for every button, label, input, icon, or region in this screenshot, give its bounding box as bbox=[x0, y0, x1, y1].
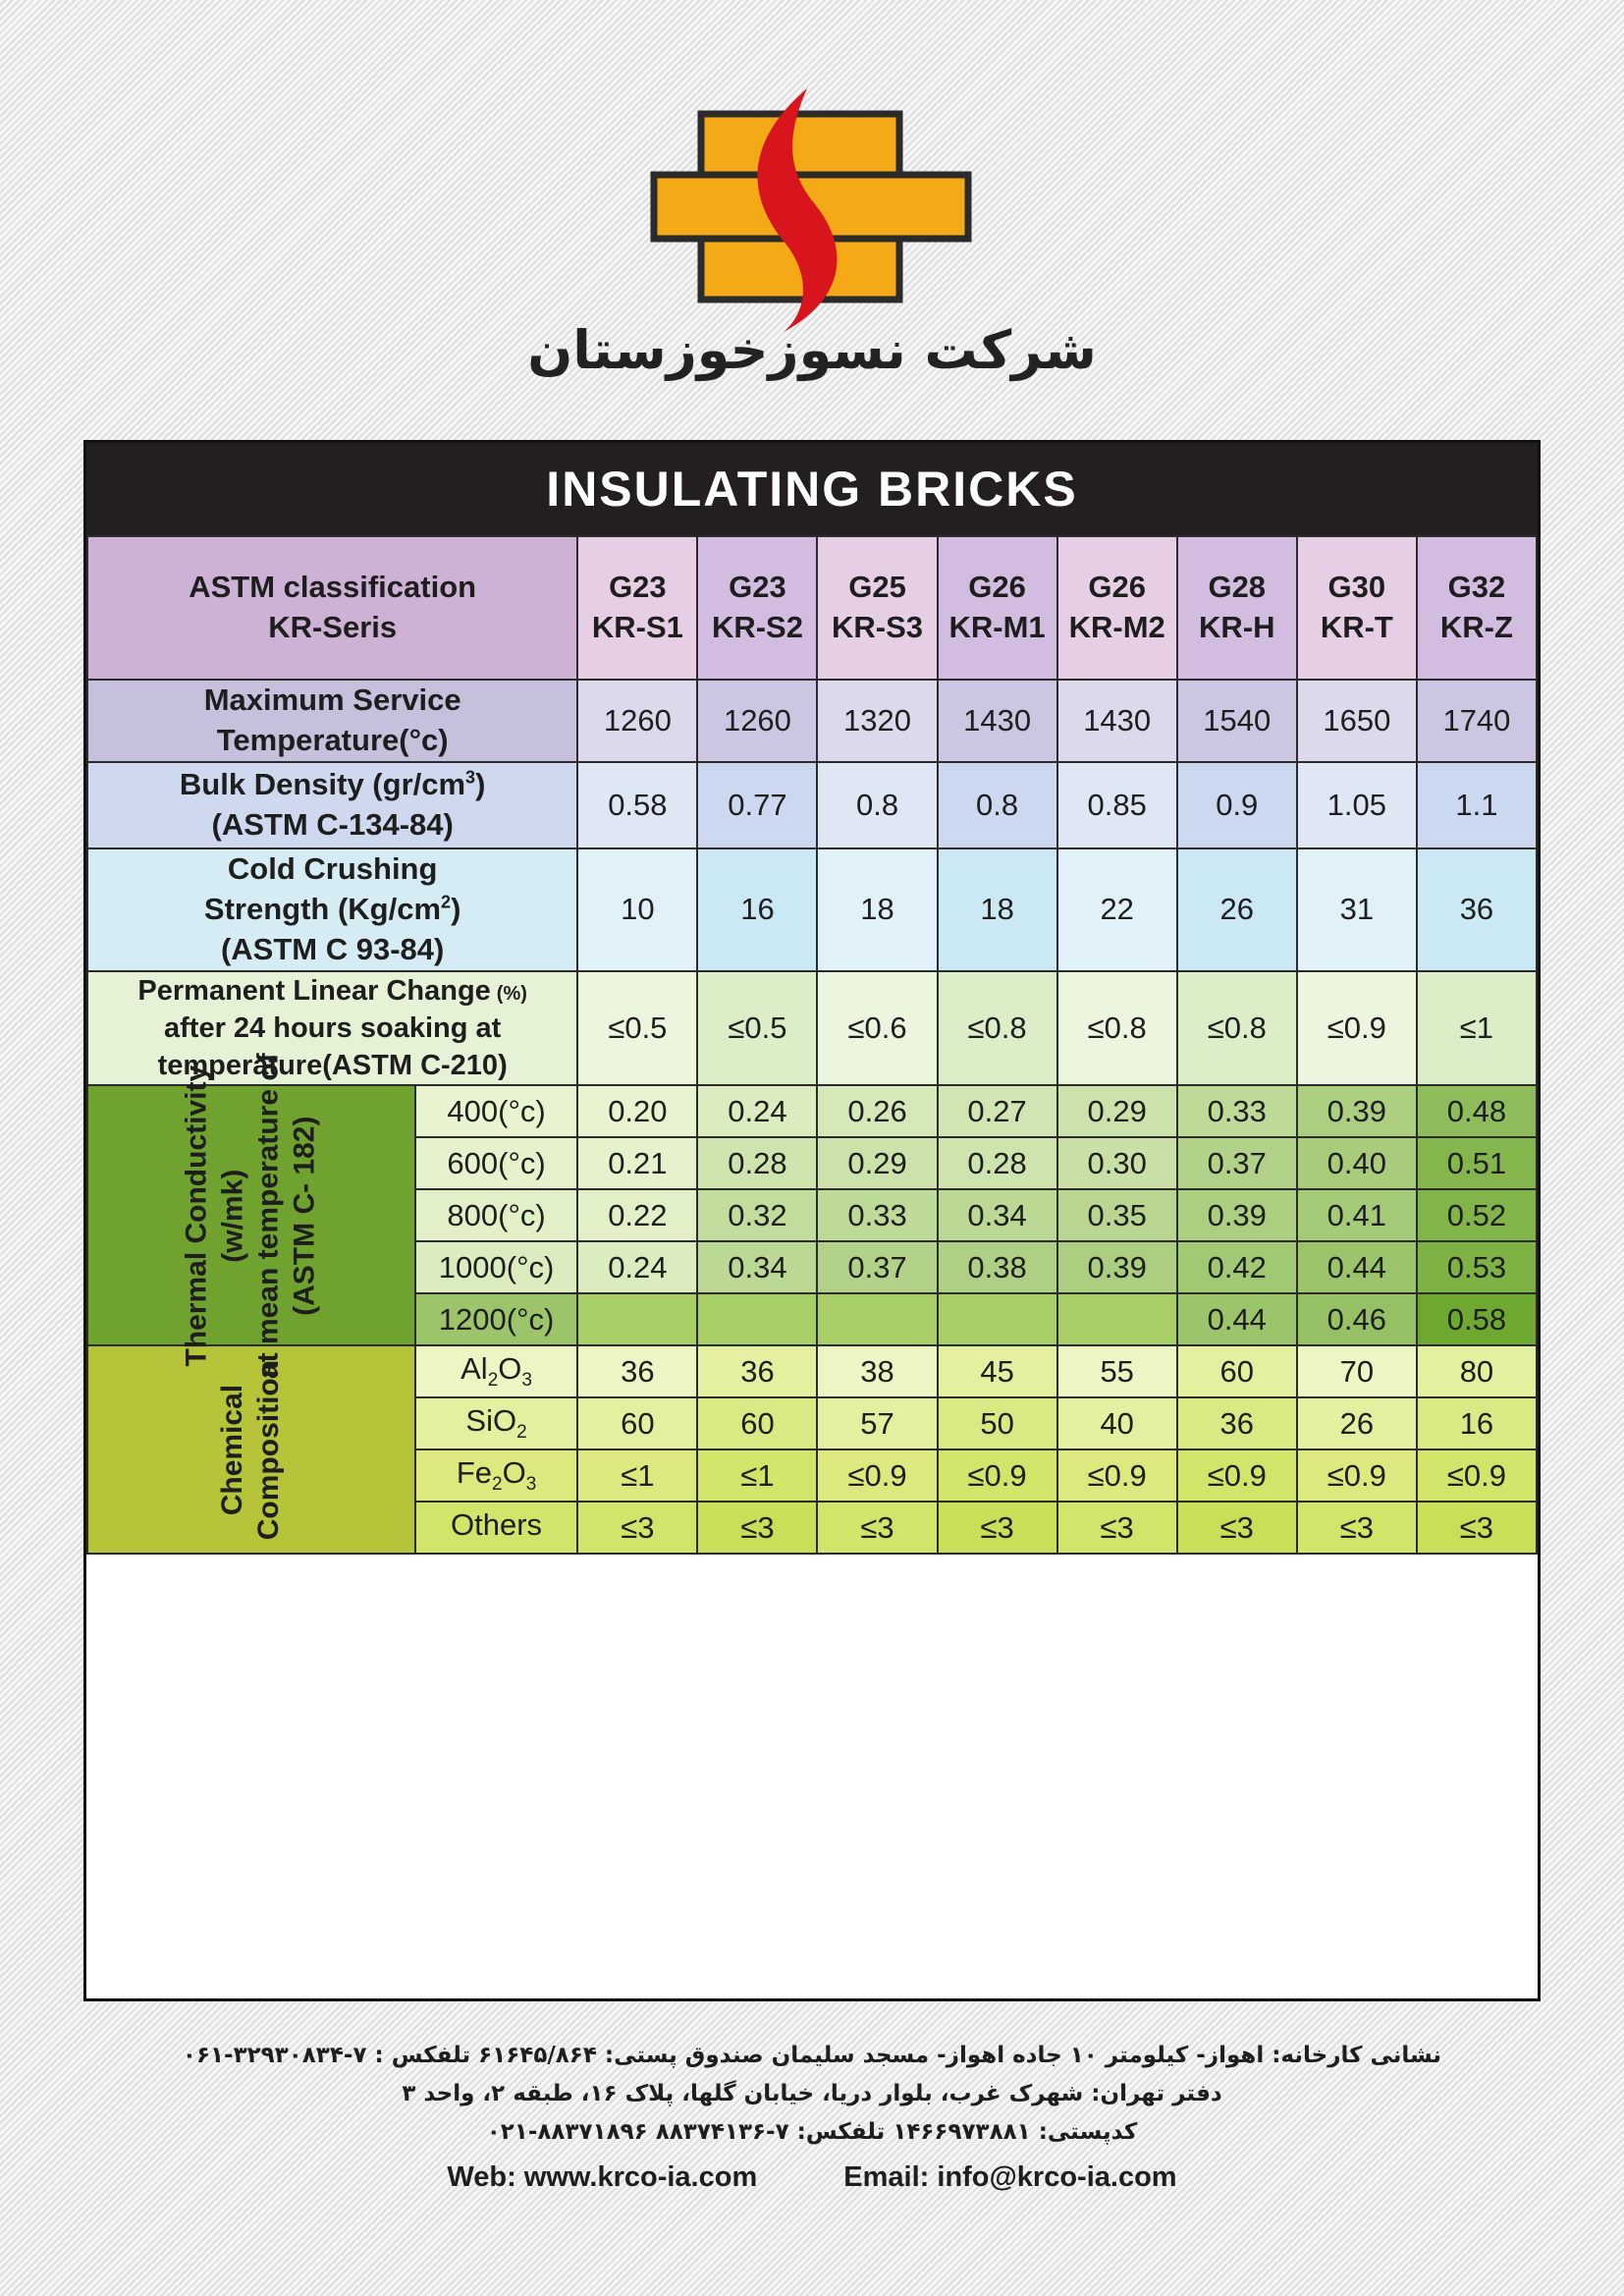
series-code: KR-Z bbox=[1439, 610, 1513, 644]
thermal-value: 0.39 bbox=[1177, 1189, 1297, 1241]
grade-code: G28 bbox=[1208, 570, 1267, 605]
thermal-value: 0.40 bbox=[1297, 1137, 1417, 1189]
thermal-value: 0.22 bbox=[577, 1189, 697, 1241]
thermal-label-line: Thermal Conductivity bbox=[180, 1065, 213, 1367]
thermal-value: 0.39 bbox=[1297, 1085, 1417, 1137]
grade-header bbox=[1177, 536, 1297, 680]
chemical-value: ≤1 bbox=[577, 1449, 697, 1502]
page-title: INSULATING BRICKS bbox=[546, 462, 1078, 517]
grade-code: G30 bbox=[1327, 570, 1386, 605]
web-row bbox=[0, 2156, 1624, 2199]
formula-subscript: 2 bbox=[487, 1370, 499, 1392]
property-label bbox=[87, 848, 577, 971]
property-row bbox=[87, 848, 1537, 971]
website-link[interactable]: Web: www.krco-ia.com bbox=[447, 2161, 758, 2193]
chemical-value: ≤3 bbox=[938, 1502, 1057, 1554]
chemical-value: ≤3 bbox=[1177, 1502, 1297, 1554]
property-label-line: Cold Crushing bbox=[227, 850, 438, 886]
property-value: 36 bbox=[1417, 848, 1537, 971]
classification-header bbox=[87, 536, 577, 680]
series-code: KR-S3 bbox=[832, 610, 924, 644]
property-value: ≤0.6 bbox=[817, 971, 937, 1086]
thermal-value: 0.29 bbox=[1057, 1085, 1177, 1137]
property-value: 1430 bbox=[938, 680, 1057, 762]
property-value: 0.8 bbox=[817, 762, 937, 848]
thermal-label-line: (w/mk) bbox=[216, 1169, 249, 1263]
thermal-value: 0.41 bbox=[1297, 1189, 1417, 1241]
grade-code: G32 bbox=[1447, 570, 1506, 605]
grade-header bbox=[1297, 536, 1417, 680]
property-value: 1.1 bbox=[1417, 762, 1537, 848]
unit-close: ) bbox=[475, 766, 486, 801]
thermal-value: 0.34 bbox=[938, 1189, 1057, 1241]
chemical-value: ≤0.9 bbox=[817, 1449, 937, 1502]
spec-table-body bbox=[87, 536, 1537, 1554]
thermal-value: 0.24 bbox=[697, 1085, 817, 1137]
unit-exponent: 2 bbox=[441, 892, 452, 912]
series-code: KR-H bbox=[1199, 610, 1275, 644]
chemical-composition-label bbox=[87, 1345, 415, 1554]
property-label-line: Maximum Service bbox=[203, 683, 461, 717]
contact-footer bbox=[0, 2037, 1624, 2199]
thermal-value: 0.37 bbox=[1177, 1137, 1297, 1189]
compound-label bbox=[415, 1502, 578, 1554]
grade-code: G26 bbox=[968, 570, 1026, 605]
temperature-label: 1000(°c) bbox=[415, 1241, 578, 1293]
series-code: KR-S2 bbox=[711, 610, 803, 644]
grade-header bbox=[1417, 536, 1537, 680]
grade-header bbox=[1057, 536, 1177, 680]
thermal-value: 0.58 bbox=[1417, 1293, 1537, 1345]
chemical-value: ≤1 bbox=[697, 1449, 817, 1502]
property-row bbox=[87, 680, 1537, 762]
property-value: 0.77 bbox=[697, 762, 817, 848]
header-row bbox=[87, 536, 1537, 680]
thermal-value: 0.42 bbox=[1177, 1241, 1297, 1293]
formula-part: Others bbox=[451, 1507, 543, 1543]
chemical-value: ≤0.9 bbox=[1417, 1449, 1537, 1502]
formula-part: O bbox=[502, 1455, 526, 1491]
thermal-value: 0.46 bbox=[1297, 1293, 1417, 1345]
spec-table bbox=[86, 535, 1538, 1555]
property-label-line: Bulk Density (gr/cm bbox=[179, 766, 466, 801]
property-value: ≤1 bbox=[1417, 971, 1537, 1086]
property-label-line: Permanent Linear Change bbox=[137, 974, 491, 1007]
thermal-value: 0.28 bbox=[697, 1137, 817, 1189]
thermal-value bbox=[1057, 1293, 1177, 1345]
formula-part: Al bbox=[460, 1351, 488, 1387]
temperature-label: 800(°c) bbox=[415, 1189, 578, 1241]
property-value: 10 bbox=[577, 848, 697, 971]
thermal-value: 0.29 bbox=[817, 1137, 937, 1189]
chemical-value: 45 bbox=[938, 1345, 1057, 1397]
property-value: ≤0.9 bbox=[1297, 971, 1417, 1086]
property-value: ≤0.5 bbox=[577, 971, 697, 1086]
formula-subscript: 2 bbox=[492, 1474, 503, 1496]
thermal-value: 0.52 bbox=[1417, 1189, 1537, 1241]
chemical-value: 70 bbox=[1297, 1345, 1417, 1397]
compound-label bbox=[415, 1449, 578, 1502]
series-code: KR-M1 bbox=[948, 610, 1046, 644]
property-value: 31 bbox=[1297, 848, 1417, 971]
temperature-label: 400(°c) bbox=[415, 1085, 578, 1137]
property-value: 16 bbox=[697, 848, 817, 971]
thermal-label-line: (ASTM C- 182) bbox=[288, 1116, 321, 1316]
thermal-value: 0.48 bbox=[1417, 1085, 1537, 1137]
thermal-value: 0.24 bbox=[577, 1241, 697, 1293]
formula-subscript: 2 bbox=[516, 1422, 527, 1444]
thermal-row bbox=[87, 1085, 1537, 1137]
thermal-value bbox=[938, 1293, 1057, 1345]
thermal-value: 0.44 bbox=[1177, 1293, 1297, 1345]
factory-address: نشانی کارخانه: اهواز- کیلومتر ۱۰ جاده اهواز- مسجد سلیمان صندوق پستی: ۶۱۶۴۵/۸۶۴ تلفکس : ۷-۳۲۹۳۰۸۳۴-۰۶۱ bbox=[182, 2043, 1442, 2068]
property-value: 1650 bbox=[1297, 680, 1417, 762]
company-name: شرکت نسوزخوزستان bbox=[527, 319, 1097, 381]
property-value: 0.8 bbox=[938, 762, 1057, 848]
chemical-value: ≤0.9 bbox=[1177, 1449, 1297, 1502]
thermal-value: 0.33 bbox=[817, 1189, 937, 1241]
percent-unit: (%) bbox=[496, 982, 527, 1005]
title-band bbox=[86, 443, 1538, 535]
chemical-value: 36 bbox=[1177, 1397, 1297, 1449]
chemical-value: ≤0.9 bbox=[1057, 1449, 1177, 1502]
property-label-line: Temperature(°c) bbox=[216, 722, 449, 757]
chemical-value: 57 bbox=[817, 1397, 937, 1449]
temperature-label: 600(°c) bbox=[415, 1137, 578, 1189]
chemical-value: 80 bbox=[1417, 1345, 1537, 1397]
property-label-line: Strength (Kg/cm bbox=[203, 891, 442, 926]
series-code: KR-S1 bbox=[591, 610, 683, 644]
property-label bbox=[87, 762, 577, 848]
property-value: 0.58 bbox=[577, 762, 697, 848]
grade-header bbox=[938, 536, 1057, 680]
property-row bbox=[87, 762, 1537, 848]
unit-exponent: 3 bbox=[465, 767, 476, 788]
property-value: ≤0.8 bbox=[1057, 971, 1177, 1086]
thermal-value: 0.39 bbox=[1057, 1241, 1177, 1293]
email-link[interactable]: Email: info@krco-ia.com bbox=[843, 2161, 1177, 2193]
thermal-value: 0.37 bbox=[817, 1241, 937, 1293]
chemical-label-line: Chemical bbox=[216, 1384, 249, 1516]
property-label-line: after 24 hours soaking at bbox=[164, 1011, 502, 1044]
property-value: 18 bbox=[817, 848, 937, 971]
thermal-value: 0.35 bbox=[1057, 1189, 1177, 1241]
chemical-value: 36 bbox=[697, 1345, 817, 1397]
series-code: KR-M2 bbox=[1068, 610, 1165, 644]
thermal-value: 0.27 bbox=[938, 1085, 1057, 1137]
property-value: 0.85 bbox=[1057, 762, 1177, 848]
chemical-value: 50 bbox=[938, 1397, 1057, 1449]
thermal-value: 0.44 bbox=[1297, 1241, 1417, 1293]
chemical-value: 55 bbox=[1057, 1345, 1177, 1397]
property-value: ≤0.8 bbox=[938, 971, 1057, 1086]
grade-header bbox=[817, 536, 937, 680]
formula-part: Fe bbox=[456, 1455, 492, 1491]
unit-close: ) bbox=[451, 891, 461, 926]
chemical-value: ≤3 bbox=[1057, 1502, 1177, 1554]
chemical-label-text bbox=[215, 1360, 287, 1540]
thermal-label-line: at mean temperature of bbox=[251, 1052, 285, 1379]
grade-code: G23 bbox=[609, 570, 667, 605]
compound-label bbox=[415, 1345, 578, 1397]
chemical-value: 36 bbox=[577, 1345, 697, 1397]
property-value: 18 bbox=[938, 848, 1057, 971]
property-value: 1.05 bbox=[1297, 762, 1417, 848]
grade-code: G25 bbox=[848, 570, 906, 605]
thermal-value: 0.51 bbox=[1417, 1137, 1537, 1189]
property-label bbox=[87, 680, 577, 762]
property-value: 1740 bbox=[1417, 680, 1537, 762]
thermal-value: 0.28 bbox=[938, 1137, 1057, 1189]
property-value: 1540 bbox=[1177, 680, 1297, 762]
chemical-value: 26 bbox=[1297, 1397, 1417, 1449]
thermal-value: 0.34 bbox=[697, 1241, 817, 1293]
thermal-value: 0.38 bbox=[938, 1241, 1057, 1293]
temperature-label: 1200(°c) bbox=[415, 1293, 578, 1345]
thermal-value bbox=[697, 1293, 817, 1345]
property-value: 0.9 bbox=[1177, 762, 1297, 848]
property-value: ≤0.8 bbox=[1177, 971, 1297, 1086]
property-label-line: (ASTM C 93-84) bbox=[220, 931, 445, 966]
chemical-value: ≤0.9 bbox=[938, 1449, 1057, 1502]
chemical-value: ≤3 bbox=[577, 1502, 697, 1554]
spec-sheet bbox=[83, 440, 1541, 2001]
postal-phone: کدپستی: ۱۴۶۶۹۷۳۸۸۱ تلفکس: ۷-۸۸۳۷۴۱۳۶ ۸۸۳۷۱۸۹۶-۰۲۱ bbox=[486, 2119, 1138, 2145]
property-value: 26 bbox=[1177, 848, 1297, 971]
property-value: 1430 bbox=[1057, 680, 1177, 762]
chemical-value: 60 bbox=[697, 1397, 817, 1449]
thermal-label-text bbox=[180, 1053, 323, 1379]
chemical-value: 16 bbox=[1417, 1397, 1537, 1449]
thermal-value bbox=[577, 1293, 697, 1345]
thermal-value: 0.20 bbox=[577, 1085, 697, 1137]
grade-code: G26 bbox=[1088, 570, 1146, 605]
property-label bbox=[87, 971, 577, 1086]
grade-header bbox=[697, 536, 817, 680]
thermal-value: 0.53 bbox=[1417, 1241, 1537, 1293]
thermal-value bbox=[817, 1293, 937, 1345]
property-value: 1320 bbox=[817, 680, 937, 762]
chemical-value: 38 bbox=[817, 1345, 937, 1397]
formula-part: SiO bbox=[465, 1403, 517, 1439]
chemical-value: 60 bbox=[577, 1397, 697, 1449]
chemical-value: ≤0.9 bbox=[1297, 1449, 1417, 1502]
grade-code: G23 bbox=[729, 570, 786, 605]
thermal-value: 0.33 bbox=[1177, 1085, 1297, 1137]
series-label: KR-Seris bbox=[268, 610, 398, 644]
chemical-value: 40 bbox=[1057, 1397, 1177, 1449]
chemical-value: ≤3 bbox=[1297, 1502, 1417, 1554]
thermal-value: 0.21 bbox=[577, 1137, 697, 1189]
series-code: KR-T bbox=[1320, 610, 1393, 644]
property-value: 22 bbox=[1057, 848, 1177, 971]
formula-part: O bbox=[498, 1351, 522, 1387]
chemical-value: ≤3 bbox=[1417, 1502, 1537, 1554]
property-value: 1260 bbox=[697, 680, 817, 762]
tehran-office: دفتر تهران: شهرک غرب، بلوار دریا، خیابان گلها، پلاک ۱۶، طبقه ۲، واحد ۳ bbox=[402, 2081, 1222, 2106]
chemical-value: ≤3 bbox=[817, 1502, 937, 1554]
grade-header bbox=[577, 536, 697, 680]
thermal-value: 0.32 bbox=[697, 1189, 817, 1241]
formula-subscript: 3 bbox=[525, 1474, 537, 1496]
formula-subscript: 3 bbox=[521, 1370, 532, 1392]
property-label-line: (ASTM C-134-84) bbox=[211, 806, 454, 842]
classification-label: ASTM classification bbox=[189, 570, 477, 605]
chemical-label-line: Composition bbox=[251, 1359, 285, 1540]
chemical-value: ≤3 bbox=[697, 1502, 817, 1554]
compound-label bbox=[415, 1397, 578, 1449]
thermal-value: 0.30 bbox=[1057, 1137, 1177, 1189]
property-label-line: temperature(ASTM C-210) bbox=[157, 1050, 508, 1082]
property-value: ≤0.5 bbox=[697, 971, 817, 1086]
property-value: 1260 bbox=[577, 680, 697, 762]
thermal-value: 0.26 bbox=[817, 1085, 937, 1137]
chemical-value: 60 bbox=[1177, 1345, 1297, 1397]
